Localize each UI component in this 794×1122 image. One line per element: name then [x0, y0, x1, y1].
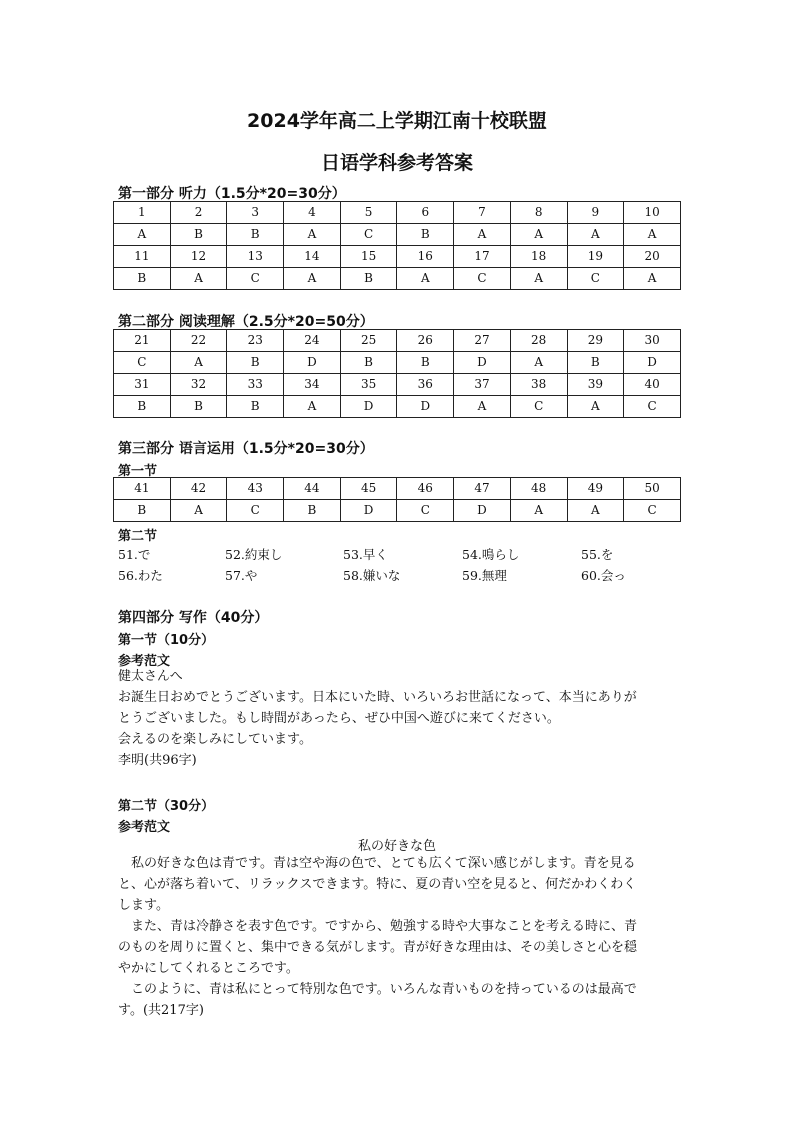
letter-line: お誕生日おめでとうございます。日本にいた時、いろいろお世話になって、本当にありが [118, 690, 637, 705]
answer-cell: C [567, 268, 624, 290]
answer-cell: B [170, 396, 227, 418]
fill-answer: 58.嫌いな [343, 568, 401, 583]
answer-cell: D [624, 352, 681, 374]
answer-cell: A [510, 352, 567, 374]
answer-cell: C [227, 268, 284, 290]
essay-line: す。(共217字) [118, 1003, 204, 1018]
answer-row [114, 268, 681, 290]
question-number-cell: 45 [340, 478, 397, 500]
fill-answer: 55.を [581, 547, 614, 562]
letter-line: 会えるのを楽しみにしています。 [118, 732, 312, 747]
question-number-cell: 10 [624, 202, 681, 224]
question-number-cell: 49 [567, 478, 624, 500]
question-number-cell: 20 [624, 246, 681, 268]
question-number-cell: 26 [397, 330, 454, 352]
answer-cell: A [510, 224, 567, 246]
answer-cell: A [454, 396, 511, 418]
part4-heading: 第四部分 写作（40分） [118, 610, 269, 626]
answer-cell: B [227, 396, 284, 418]
question-number-cell: 24 [284, 330, 341, 352]
answer-cell: B [397, 352, 454, 374]
answer-row [114, 352, 681, 374]
essay-line: のものを周りに置くと、集中できる気がします。青が好きな理由は、その美しさと心を穏 [118, 940, 637, 955]
page-title: 2024学年高二上学期江南十校联盟 [247, 110, 547, 132]
answer-cell: C [114, 352, 171, 374]
answer-cell: C [624, 500, 681, 522]
answer-cell: A [567, 224, 624, 246]
part3-answer-table [113, 477, 681, 522]
question-number-cell: 40 [624, 374, 681, 396]
question-number-cell: 3 [227, 202, 284, 224]
answer-cell: B [567, 352, 624, 374]
answer-cell: B [340, 268, 397, 290]
answer-row [114, 500, 681, 522]
fill-answer: 56.わた [118, 568, 163, 583]
question-number-cell: 22 [170, 330, 227, 352]
question-number-cell: 13 [227, 246, 284, 268]
question-number-cell: 8 [510, 202, 567, 224]
question-number-cell: 48 [510, 478, 567, 500]
answer-cell: B [114, 396, 171, 418]
answer-cell: C [340, 224, 397, 246]
question-number-cell: 15 [340, 246, 397, 268]
answer-cell: A [454, 224, 511, 246]
answer-cell: B [397, 224, 454, 246]
part4-section1-heading: 第一节（10分） [118, 633, 215, 648]
part1-heading: 第一部分 听力（1.5分*20=30分） [118, 186, 346, 202]
answer-cell: A [284, 224, 341, 246]
answer-cell: B [114, 500, 171, 522]
question-number-cell: 47 [454, 478, 511, 500]
question-number-cell: 4 [284, 202, 341, 224]
answer-cell: D [284, 352, 341, 374]
question-number-cell: 18 [510, 246, 567, 268]
part4-section2-heading: 第二节（30分） [118, 799, 215, 814]
question-number-cell: 42 [170, 478, 227, 500]
question-number-cell: 12 [170, 246, 227, 268]
part2-heading: 第二部分 阅读理解（2.5分*20=50分） [118, 314, 374, 330]
question-number-cell: 7 [454, 202, 511, 224]
fill-answer: 53.早く [343, 547, 388, 562]
essay-sample [118, 853, 678, 1021]
part3-section1-label: 第一节 [118, 464, 158, 479]
question-number-cell: 31 [114, 374, 171, 396]
question-number-cell: 44 [284, 478, 341, 500]
essay-line: と、心が落ち着いて、リラックスできます。特に、夏の青い空を見ると、何だかわくわく [118, 877, 637, 892]
page-subtitle: 日语学科参考答案 [320, 152, 473, 174]
answer-cell: D [454, 500, 511, 522]
question-number-cell: 50 [624, 478, 681, 500]
answer-cell: A [397, 268, 454, 290]
fill-answer: 57.や [225, 568, 258, 583]
answer-cell: C [624, 396, 681, 418]
part2-answer-table [113, 329, 681, 418]
answer-cell: C [454, 268, 511, 290]
answer-cell: A [510, 268, 567, 290]
answer-cell: B [340, 352, 397, 374]
answer-cell: B [227, 352, 284, 374]
answer-cell: B [227, 224, 284, 246]
answer-cell: A [114, 224, 171, 246]
question-number-cell: 39 [567, 374, 624, 396]
question-number-cell: 32 [170, 374, 227, 396]
letter-line: とうございました。もし時間があったら、ぜひ中国へ遊びに来てください。 [118, 711, 560, 726]
question-number-cell: 43 [227, 478, 284, 500]
question-number-cell: 38 [510, 374, 567, 396]
fill-answer: 51.で [118, 547, 151, 562]
question-number-cell: 34 [284, 374, 341, 396]
answer-cell: D [454, 352, 511, 374]
fill-in-answers [118, 545, 698, 589]
question-number-cell: 16 [397, 246, 454, 268]
answer-cell: C [227, 500, 284, 522]
question-number-cell: 29 [567, 330, 624, 352]
part3-section2-label: 第二节 [118, 529, 158, 544]
question-number-cell: 21 [114, 330, 171, 352]
fill-answer: 60.会っ [581, 568, 626, 583]
essay-line: やかにしてくれるところです。 [118, 961, 299, 976]
question-number-cell: 33 [227, 374, 284, 396]
answer-cell: A [624, 224, 681, 246]
question-number-cell: 2 [170, 202, 227, 224]
answer-cell: A [284, 396, 341, 418]
answer-cell: B [114, 268, 171, 290]
fill-answer: 54.鳴らし [462, 547, 520, 562]
question-number-cell: 35 [340, 374, 397, 396]
question-number-cell: 1 [114, 202, 171, 224]
question-number-cell: 46 [397, 478, 454, 500]
answer-cell: A [567, 396, 624, 418]
answer-row [114, 224, 681, 246]
question-number-cell: 19 [567, 246, 624, 268]
answer-cell: B [284, 500, 341, 522]
question-number-cell: 5 [340, 202, 397, 224]
fill-answer: 59.無理 [462, 568, 507, 583]
question-number-cell: 27 [454, 330, 511, 352]
answer-cell: A [170, 268, 227, 290]
answer-cell: B [170, 224, 227, 246]
question-number-cell: 11 [114, 246, 171, 268]
part1-answer-table [113, 201, 681, 290]
question-number-cell: 36 [397, 374, 454, 396]
answer-cell: D [340, 396, 397, 418]
part4-section1-label: 参考范文 [118, 654, 171, 669]
question-number-cell: 14 [284, 246, 341, 268]
question-number-cell: 23 [227, 330, 284, 352]
essay-line: このように、青は私にとって特別な色です。いろんな青いものを持っているのは最高で [131, 982, 637, 997]
letter-line: 李明(共96字) [118, 753, 197, 768]
answer-cell: C [510, 396, 567, 418]
question-number-cell: 17 [454, 246, 511, 268]
letter-line: 健太さんへ [118, 669, 183, 684]
answer-cell: C [397, 500, 454, 522]
essay-line: また、青は冷静さを表す色です。ですから、勉強する時や大事なことを考える時に、青 [131, 919, 637, 934]
answer-cell: A [567, 500, 624, 522]
answer-cell: A [510, 500, 567, 522]
question-number-row [114, 374, 681, 396]
question-number-cell: 28 [510, 330, 567, 352]
essay-line: します。 [118, 898, 169, 913]
answer-cell: A [170, 500, 227, 522]
fill-answer: 52.約束し [225, 547, 283, 562]
answer-cell: A [624, 268, 681, 290]
answer-cell: D [340, 500, 397, 522]
letter-sample [118, 666, 678, 771]
answer-cell: A [170, 352, 227, 374]
question-number-cell: 6 [397, 202, 454, 224]
question-number-cell: 37 [454, 374, 511, 396]
essay-line: 私の好きな色は青です。青は空や海の色で、とても広くて深い感じがします。青を見る [131, 856, 636, 871]
answer-cell: A [284, 268, 341, 290]
essay-title: 私の好きな色 [357, 839, 436, 854]
question-number-cell: 25 [340, 330, 397, 352]
question-number-cell: 9 [567, 202, 624, 224]
question-number-cell: 41 [114, 478, 171, 500]
question-number-row [114, 478, 681, 500]
answer-cell: D [397, 396, 454, 418]
part3-heading: 第三部分 语言运用（1.5分*20=30分） [118, 441, 374, 457]
question-number-row [114, 202, 681, 224]
part4-section2-label: 参考范文 [118, 820, 171, 835]
question-number-row [114, 246, 681, 268]
answer-row [114, 396, 681, 418]
question-number-cell: 30 [624, 330, 681, 352]
question-number-row [114, 330, 681, 352]
